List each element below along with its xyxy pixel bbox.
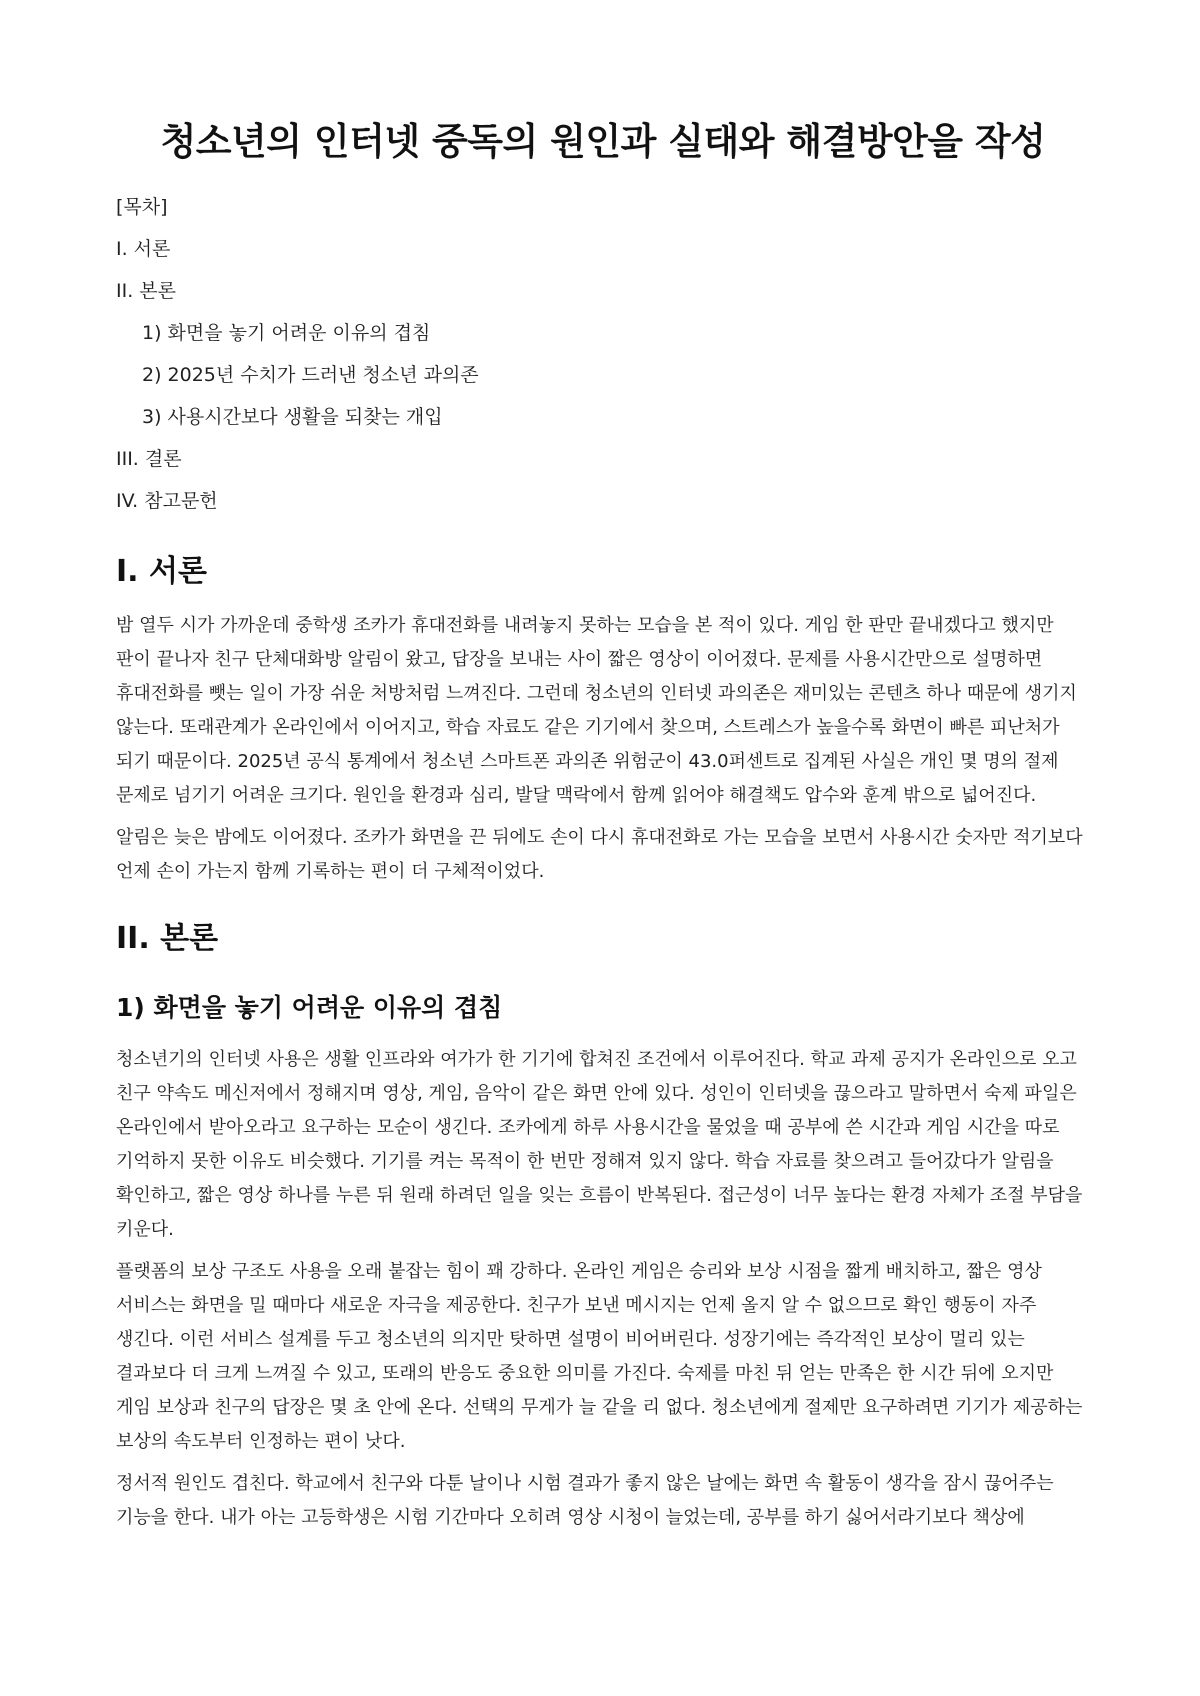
document-title: 청소년의 인터넷 중독의 원인과 실태와 해결방안을 작성 <box>160 120 1046 163</box>
intro-paragraph-2: 알림은 늦은 밤에도 이어졌다. 조카가 화면을 끈 뒤에도 손이 다시 휴대전화로 가는 모습을 보면서 사용시간 숫자만 적기보다 언제 손이 가는지 함께 기록하는 편이 더 구체적이었다. <box>116 827 1083 883</box>
toc-item-body-1: 1) 화면을 놓기 어려운 이유의 겹침 <box>142 322 431 345</box>
toc-item-body-3: 3) 사용시간보다 생활을 되찾는 개입 <box>142 406 443 429</box>
body-paragraph-1: 청소년기의 인터넷 사용은 생활 인프라와 여가가 한 기기에 합쳐진 조건에서 이루어진다. 학교 과제 공지가 온라인으로 오고 친구 약속도 메신저에서 정해지며 영상, 게임, 음악이 같은 화면 안에 있다. 성인이 인터넷을 끊으라고 말하면서 숙제 파일은 온라인에서 받아오라고 요구하는 모순이 생긴다. 조카에게 하루 사용시간을 물었을 때 공부에 쓴 시간과 게임 시간을 따로 기억하지 못한 이유도 비슷했다. 기기를 켜는 목적이 한 번만 정해져 있지 않다. 학습 자료를 찾으려고 들어갔다가 알림을 확인하고, 짧은 영상 하나를 누른 뒤 원래 하려던 일을 잊는 흐름이 반복된다. 접근성이 너무 높다는 환경 자체가 조절 부담을 키운다. <box>116 1048 1083 1240</box>
section-heading-intro: I. 서론 <box>116 554 207 590</box>
body-paragraph-2: 플랫폼의 보상 구조도 사용을 오래 붙잡는 힘이 꽤 강하다. 온라인 게임은 승리와 보상 시점을 짧게 배치하고, 짧은 영상 서비스는 화면을 밀 때마다 새로운 자극을 제공한다. 친구가 보낸 메시지는 언제 올지 알 수 없으므로 확인 행동이 자주 생긴다. 이런 서비스 설계를 두고 청소년의 의지만 탓하면 설명이 비어버린다. 성장기에는 즉각적인 보상이 멀리 있는 결과보다 더 크게 느껴질 수 있고, 또래의 반응도 중요한 의미를 가진다. 숙제를 마친 뒤 얻는 만족은 한 시간 뒤에 오지만 게임 보상과 친구의 답장은 몇 초 안에 온다. 선택의 무게가 늘 같을 리 없다. 청소년에게 절제만 요구하려면 기기가 제공하는 보상의 속도부터 인정하는 편이 낫다. <box>116 1260 1083 1452</box>
toc-item-body-2: 2) 2025년 수치가 드러낸 청소년 과의존 <box>142 364 479 387</box>
section-heading-body: II. 본론 <box>116 921 219 957</box>
toc-item-intro: I. 서론 <box>116 238 171 261</box>
toc-item-conclusion: III. 결론 <box>116 448 182 471</box>
intro-paragraph-1: 밤 열두 시가 가까운데 중학생 조카가 휴대전화를 내려놓지 못하는 모습을 본 적이 있다. 게임 한 판만 끝내겠다고 했지만 판이 끝나자 친구 단체대화방 알림이 왔고, 답장을 보내는 사이 짧은 영상이 이어졌다. 문제를 사용시간만으로 설명하면 휴대전화를 뺏는 일이 가장 쉬운 처방처럼 느껴진다. 그런데 청소년의 인터넷 과의존은 재미있는 콘텐츠 하나 때문에 생기지 않는다. 또래관계가 온라인에서 이어지고, 학습 자료도 같은 기기에서 찾으며, 스트레스가 높을수록 화면이 빠른 피난처가 되기 때문이다. 2025년 공식 통계에서 청소년 스마트폰 과의존 위험군이 43.0퍼센트로 집계된 사실은 개인 몇 명의 절제 문제로 넘기기 어려운 크기다. 원인을 환경과 심리, 발달 맥락에서 함께 읽어야 해결책도 압수와 훈계 밖으로 넓어진다. <box>116 615 1077 807</box>
table-of-contents <box>116 186 1090 522</box>
toc-item-body: II. 본론 <box>116 280 176 303</box>
subsection-heading-1: 1) 화면을 놓기 어려운 이유의 겹침 <box>116 993 503 1023</box>
toc-item-references: IV. 참고문헌 <box>116 490 218 513</box>
toc-heading: [목차] <box>116 196 168 219</box>
body-paragraph-3: 정서적 원인도 겹친다. 학교에서 친구와 다툰 날이나 시험 결과가 좋지 않은 날에는 화면 속 활동이 생각을 잠시 끊어주는 기능을 한다. 내가 아는 고등학생은 시험 기간마다 오히려 영상 시청이 늘었는데, 공부를 하기 싫어서라기보다 책상에 <box>116 1472 1054 1528</box>
